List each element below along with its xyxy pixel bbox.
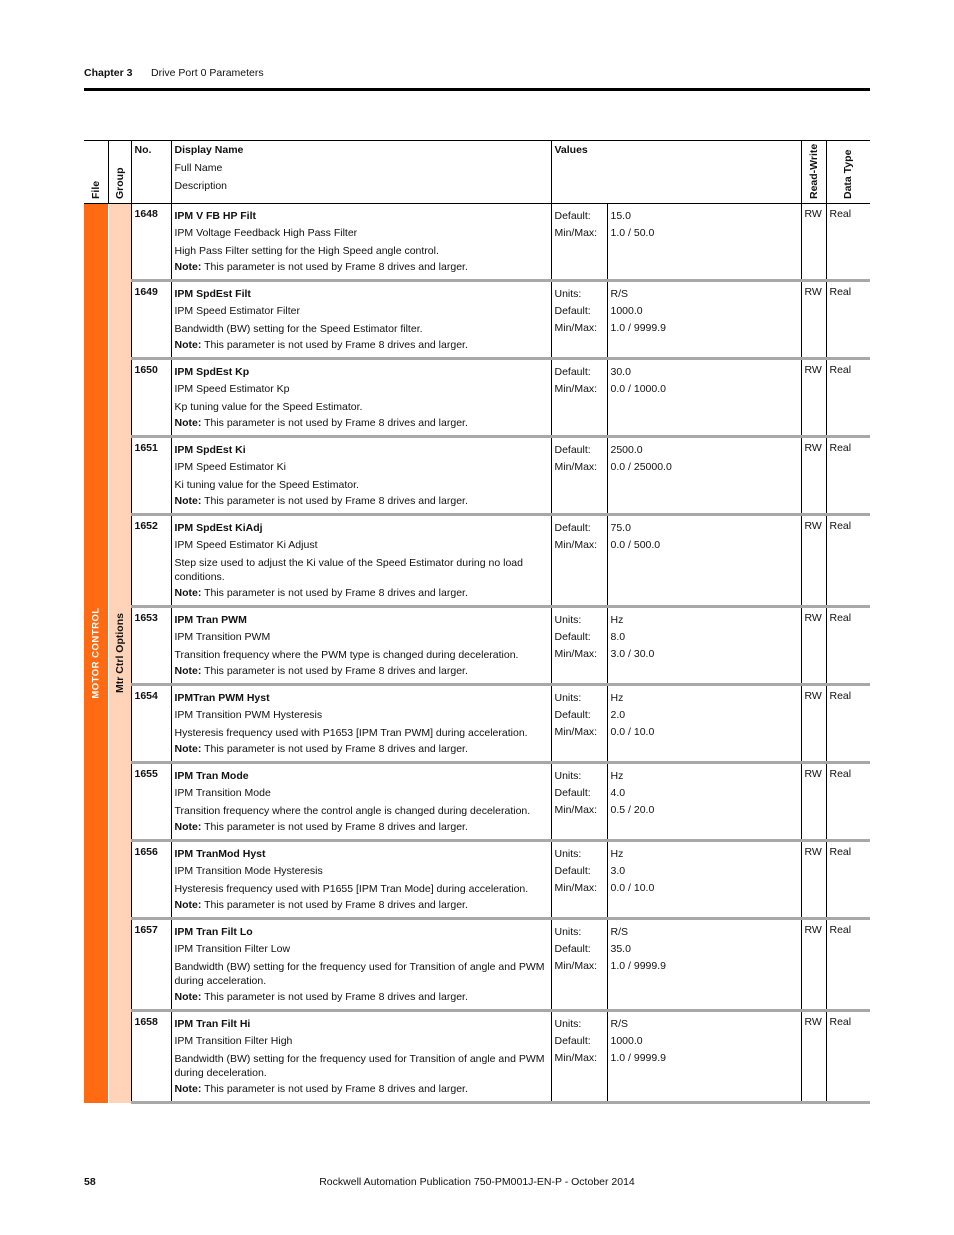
param-display-name: IPM V FB HP Filt bbox=[174, 210, 256, 222]
value-value: 75.0 bbox=[610, 522, 631, 534]
param-number: 1653 bbox=[131, 607, 171, 685]
value-value: 1.0 / 9999.9 bbox=[610, 1052, 666, 1064]
note-text: This parameter is not used by Frame 8 drives and larger. bbox=[204, 587, 468, 599]
note-prefix: Note: bbox=[174, 991, 202, 1003]
param-value-values bbox=[607, 515, 801, 607]
param-name-cell bbox=[171, 1011, 551, 1103]
param-description: Step size used to adjust the Ki value of the Speed Estimator during no load conditions. bbox=[174, 557, 523, 583]
value-value: Hz bbox=[610, 692, 624, 704]
parameter-table bbox=[84, 140, 870, 1104]
note-prefix: Note: bbox=[174, 339, 202, 351]
param-description: Hysteresis frequency used with P1653 [IPM Tran PWM] during acceleration. bbox=[174, 727, 528, 739]
param-name-cell bbox=[171, 437, 551, 515]
file-cell bbox=[84, 204, 108, 1103]
value-label: Min/Max: bbox=[554, 726, 598, 738]
note-text: This parameter is not used by Frame 8 drives and larger. bbox=[204, 899, 468, 911]
value-value: 3.0 bbox=[610, 865, 626, 877]
value-value: R/S bbox=[610, 1018, 629, 1030]
value-label: Units: bbox=[554, 848, 582, 860]
note-text: This parameter is not used by Frame 8 drives and larger. bbox=[204, 665, 468, 677]
param-value-labels bbox=[551, 359, 607, 437]
value-value: Hz bbox=[610, 614, 624, 626]
value-value: 0.0 / 1000.0 bbox=[610, 383, 666, 395]
value-label: Units: bbox=[554, 614, 582, 626]
value-value: 0.5 / 20.0 bbox=[610, 804, 655, 816]
param-note bbox=[175, 663, 548, 680]
page-number: 58 bbox=[84, 1176, 96, 1188]
param-display-name: IPM SpdEst Kp bbox=[174, 366, 250, 378]
value-label: Min/Max: bbox=[554, 539, 598, 551]
value-value: Hz bbox=[610, 848, 624, 860]
note-prefix: Note: bbox=[174, 821, 202, 833]
param-display-name: IPMTran PWM Hyst bbox=[174, 692, 270, 704]
param-number: 1650 bbox=[131, 359, 171, 437]
note-text: This parameter is not used by Frame 8 drives and larger. bbox=[204, 495, 468, 507]
param-full-name: IPM Transition PWM Hysteresis bbox=[174, 709, 323, 721]
param-value-values bbox=[607, 437, 801, 515]
value-label: Min/Max: bbox=[554, 227, 598, 239]
param-description: Ki tuning value for the Speed Estimator. bbox=[174, 479, 359, 491]
parameter-row bbox=[84, 437, 870, 515]
param-number: 1651 bbox=[131, 437, 171, 515]
param-value-labels bbox=[551, 204, 607, 281]
param-value-labels bbox=[551, 1011, 607, 1103]
value-value: 0.0 / 500.0 bbox=[610, 539, 661, 551]
param-display-name: IPM Tran Filt Hi bbox=[174, 1018, 251, 1030]
value-value: 15.0 bbox=[610, 210, 631, 222]
param-full-name: IPM Voltage Feedback High Pass Filter bbox=[174, 227, 358, 239]
value-label: Min/Max: bbox=[554, 882, 598, 894]
param-data-type: Real bbox=[826, 841, 870, 919]
param-number: 1652 bbox=[131, 515, 171, 607]
param-data-type: Real bbox=[826, 281, 870, 359]
value-label: Min/Max: bbox=[554, 383, 598, 395]
param-name-cell bbox=[171, 763, 551, 841]
param-full-name: IPM Speed Estimator Kp bbox=[174, 383, 290, 395]
param-display-name: IPM SpdEst Ki bbox=[174, 444, 246, 456]
param-display-name: IPM TranMod Hyst bbox=[174, 848, 266, 860]
param-description: Bandwidth (BW) setting for the frequency used for Transition of angle and PWM during deceleration. bbox=[174, 1053, 545, 1079]
param-description: High Pass Filter setting for the High Speed angle control. bbox=[174, 245, 439, 257]
value-value: 3.0 / 30.0 bbox=[610, 648, 655, 660]
value-value: 1.0 / 50.0 bbox=[610, 227, 655, 239]
param-value-labels bbox=[551, 437, 607, 515]
value-label: Default: bbox=[554, 709, 591, 721]
param-value-labels bbox=[551, 607, 607, 685]
param-read-write: RW bbox=[801, 1011, 826, 1103]
col-header-file: File bbox=[84, 141, 108, 204]
param-name-cell bbox=[171, 359, 551, 437]
value-label: Min/Max: bbox=[554, 461, 598, 473]
param-name-cell bbox=[171, 841, 551, 919]
param-value-values bbox=[607, 841, 801, 919]
param-read-write: RW bbox=[801, 281, 826, 359]
param-full-name: IPM Transition PWM bbox=[174, 631, 271, 643]
value-label: Min/Max: bbox=[554, 322, 598, 334]
param-full-name: IPM Transition Mode Hysteresis bbox=[174, 865, 323, 877]
note-prefix: Note: bbox=[174, 417, 202, 429]
param-value-values bbox=[607, 204, 801, 281]
value-label: Default: bbox=[554, 444, 591, 456]
value-label: Default: bbox=[554, 210, 591, 222]
param-value-labels bbox=[551, 281, 607, 359]
note-prefix: Note: bbox=[174, 1083, 202, 1095]
note-text: This parameter is not used by Frame 8 drives and larger. bbox=[204, 417, 468, 429]
value-value: 0.0 / 10.0 bbox=[610, 726, 655, 738]
chapter-label: Chapter 3 bbox=[84, 67, 133, 79]
param-note bbox=[175, 415, 548, 432]
note-prefix: Note: bbox=[174, 261, 202, 273]
param-number: 1654 bbox=[131, 685, 171, 763]
col-header-values: Values bbox=[551, 141, 801, 204]
param-description: Transition frequency where the PWM type is changed during deceleration. bbox=[174, 649, 519, 661]
param-read-write: RW bbox=[801, 841, 826, 919]
param-data-type: Real bbox=[826, 763, 870, 841]
value-label: Min/Max: bbox=[554, 960, 598, 972]
value-value: R/S bbox=[610, 288, 629, 300]
note-prefix: Note: bbox=[174, 495, 202, 507]
param-note bbox=[175, 585, 548, 602]
value-label: Min/Max: bbox=[554, 804, 598, 816]
col-header-no: No. bbox=[131, 141, 171, 204]
value-value: 8.0 bbox=[610, 631, 626, 643]
value-label: Default: bbox=[554, 787, 591, 799]
group-label: Mtr Ctrl Options bbox=[113, 613, 126, 694]
value-label: Default: bbox=[554, 865, 591, 877]
param-note bbox=[175, 493, 548, 510]
col-header-data-type: Data Type bbox=[826, 141, 870, 204]
param-number: 1656 bbox=[131, 841, 171, 919]
param-value-values bbox=[607, 281, 801, 359]
col-header-read-write: Read-Write bbox=[801, 141, 826, 204]
value-label: Default: bbox=[554, 1035, 591, 1047]
param-display-name: IPM Tran PWM bbox=[174, 614, 247, 626]
param-number: 1648 bbox=[131, 204, 171, 281]
value-label: Default: bbox=[554, 366, 591, 378]
value-label: Units: bbox=[554, 692, 582, 704]
param-value-values bbox=[607, 763, 801, 841]
note-text: This parameter is not used by Frame 8 drives and larger. bbox=[204, 821, 468, 833]
parameter-row bbox=[84, 763, 870, 841]
param-value-values bbox=[607, 685, 801, 763]
value-value: 1.0 / 9999.9 bbox=[610, 960, 666, 972]
value-value: 4.0 bbox=[610, 787, 626, 799]
value-value: 1.0 / 9999.9 bbox=[610, 322, 666, 334]
param-read-write: RW bbox=[801, 204, 826, 281]
parameter-row bbox=[84, 685, 870, 763]
param-value-values bbox=[607, 607, 801, 685]
param-name-cell bbox=[171, 204, 551, 281]
param-display-name: IPM SpdEst Filt bbox=[174, 288, 251, 300]
param-read-write: RW bbox=[801, 763, 826, 841]
param-name-cell bbox=[171, 515, 551, 607]
param-data-type: Real bbox=[826, 437, 870, 515]
param-data-type: Real bbox=[826, 607, 870, 685]
value-label: Default: bbox=[554, 631, 591, 643]
param-full-name: IPM Transition Mode bbox=[174, 787, 271, 799]
parameter-row bbox=[84, 919, 870, 1011]
parameter-row bbox=[84, 607, 870, 685]
value-label: Min/Max: bbox=[554, 1052, 598, 1064]
param-data-type: Real bbox=[826, 515, 870, 607]
value-value: R/S bbox=[610, 926, 629, 938]
param-display-name: IPM SpdEst KiAdj bbox=[174, 522, 263, 534]
param-read-write: RW bbox=[801, 359, 826, 437]
param-description: Hysteresis frequency used with P1655 [IPM Tran Mode] during acceleration. bbox=[174, 883, 529, 895]
param-number: 1655 bbox=[131, 763, 171, 841]
value-value: 0.0 / 10.0 bbox=[610, 882, 655, 894]
param-data-type: Real bbox=[826, 685, 870, 763]
param-note bbox=[175, 989, 548, 1006]
note-prefix: Note: bbox=[174, 587, 202, 599]
value-value: 1000.0 bbox=[610, 1035, 643, 1047]
param-note bbox=[175, 259, 548, 276]
value-value: Hz bbox=[610, 770, 624, 782]
param-name-cell bbox=[171, 607, 551, 685]
note-prefix: Note: bbox=[174, 743, 202, 755]
param-name-cell bbox=[171, 919, 551, 1011]
parameter-row bbox=[84, 204, 870, 281]
param-note bbox=[175, 337, 548, 354]
param-value-values bbox=[607, 919, 801, 1011]
value-label: Min/Max: bbox=[554, 648, 598, 660]
param-data-type: Real bbox=[826, 919, 870, 1011]
param-data-type: Real bbox=[826, 359, 870, 437]
param-full-name: IPM Speed Estimator Filter bbox=[174, 305, 300, 317]
param-read-write: RW bbox=[801, 437, 826, 515]
param-display-name: IPM Tran Mode bbox=[174, 770, 249, 782]
param-number: 1657 bbox=[131, 919, 171, 1011]
value-label: Units: bbox=[554, 770, 582, 782]
param-name-cell bbox=[171, 685, 551, 763]
param-value-values bbox=[607, 1011, 801, 1103]
param-full-name: IPM Transition Filter High bbox=[174, 1035, 293, 1047]
chapter-title: Drive Port 0 Parameters bbox=[151, 67, 264, 79]
value-value: 1000.0 bbox=[610, 305, 643, 317]
param-description: Kp tuning value for the Speed Estimator. bbox=[174, 401, 363, 413]
value-label: Default: bbox=[554, 305, 591, 317]
note-text: This parameter is not used by Frame 8 drives and larger. bbox=[204, 743, 468, 755]
parameter-row bbox=[84, 359, 870, 437]
value-value: 2500.0 bbox=[610, 444, 643, 456]
param-value-labels bbox=[551, 685, 607, 763]
param-value-values bbox=[607, 359, 801, 437]
col-header-group: Group bbox=[108, 141, 131, 204]
file-label: MOTOR CONTROL bbox=[90, 607, 102, 699]
value-label: Units: bbox=[554, 926, 582, 938]
param-note bbox=[175, 819, 548, 836]
param-description: Bandwidth (BW) setting for the Speed Estimator filter. bbox=[174, 323, 423, 335]
note-text: This parameter is not used by Frame 8 drives and larger. bbox=[204, 1083, 468, 1095]
parameter-row bbox=[84, 281, 870, 359]
running-header bbox=[84, 67, 264, 79]
value-value: 2.0 bbox=[610, 709, 626, 721]
param-full-name: IPM Transition Filter Low bbox=[174, 943, 291, 955]
value-label: Default: bbox=[554, 522, 591, 534]
param-note bbox=[175, 897, 548, 914]
value-label: Units: bbox=[554, 1018, 582, 1030]
parameter-row bbox=[84, 1011, 870, 1103]
param-full-name: IPM Speed Estimator Ki Adjust bbox=[174, 539, 318, 551]
param-display-name: IPM Tran Filt Lo bbox=[174, 926, 253, 938]
group-cell bbox=[108, 204, 131, 1103]
param-name-cell bbox=[171, 281, 551, 359]
param-read-write: RW bbox=[801, 685, 826, 763]
table-header-row bbox=[84, 141, 870, 204]
param-data-type: Real bbox=[826, 204, 870, 281]
value-label: Units: bbox=[554, 288, 582, 300]
param-value-labels bbox=[551, 763, 607, 841]
col-header-name: Display Name Full Name Description bbox=[171, 141, 551, 204]
param-read-write: RW bbox=[801, 515, 826, 607]
value-value: 35.0 bbox=[610, 943, 631, 955]
value-label: Default: bbox=[554, 943, 591, 955]
note-prefix: Note: bbox=[174, 665, 202, 677]
param-read-write: RW bbox=[801, 919, 826, 1011]
value-value: 0.0 / 25000.0 bbox=[610, 461, 672, 473]
header-rule bbox=[84, 88, 870, 91]
note-prefix: Note: bbox=[174, 899, 202, 911]
param-value-labels bbox=[551, 841, 607, 919]
param-description: Transition frequency where the control angle is changed during deceleration. bbox=[174, 805, 531, 817]
param-read-write: RW bbox=[801, 607, 826, 685]
param-value-labels bbox=[551, 919, 607, 1011]
param-note bbox=[175, 1081, 548, 1098]
param-note bbox=[175, 741, 548, 758]
param-number: 1658 bbox=[131, 1011, 171, 1103]
param-data-type: Real bbox=[826, 1011, 870, 1103]
parameter-row bbox=[84, 841, 870, 919]
param-full-name: IPM Speed Estimator Ki bbox=[174, 461, 286, 473]
note-text: This parameter is not used by Frame 8 drives and larger. bbox=[204, 339, 468, 351]
note-text: This parameter is not used by Frame 8 drives and larger. bbox=[204, 261, 468, 273]
param-description: Bandwidth (BW) setting for the frequency used for Transition of angle and PWM during acceleration. bbox=[174, 961, 545, 987]
param-value-labels bbox=[551, 515, 607, 607]
publication-footer: Rockwell Automation Publication 750-PM001J-EN-P - October 2014 bbox=[319, 1176, 635, 1188]
param-number: 1649 bbox=[131, 281, 171, 359]
note-text: This parameter is not used by Frame 8 drives and larger. bbox=[204, 991, 468, 1003]
parameter-row bbox=[84, 515, 870, 607]
value-value: 30.0 bbox=[610, 366, 631, 378]
